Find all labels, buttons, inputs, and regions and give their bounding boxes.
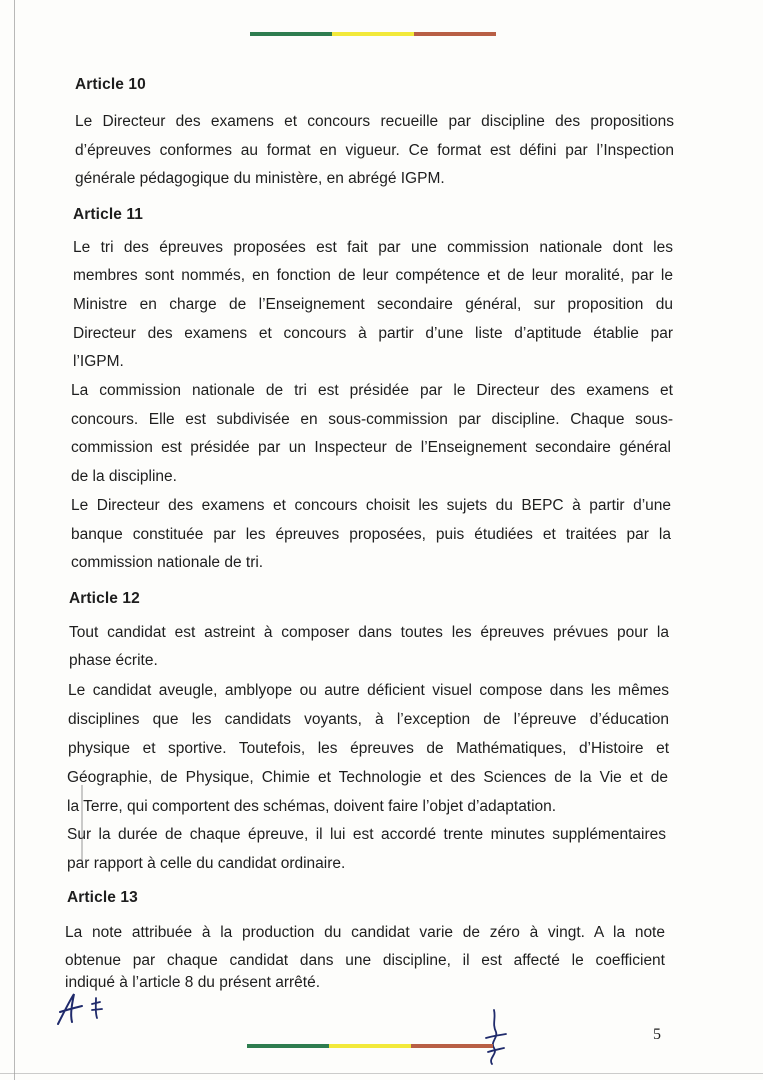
article-11-line: banque constituée par les épreuves proposées, puis étudiées et traitées par la [71, 526, 671, 543]
article-12-line: Le candidat aveugle, amblyope ou autre déficient visuel compose dans les mêmes [68, 682, 669, 699]
article-11-line: Le Directeur des examens et concours choisit les sujets du BEPC à partir d’une [71, 497, 671, 514]
article-12-line: physique et sportive. Toutefois, les épreuves de Mathématiques, d’Histoire et [68, 740, 669, 757]
article-11-line: Ministre en charge de l’Enseignement secondaire général, sur proposition du [73, 296, 673, 313]
article-12-heading: Article 12 [69, 590, 140, 607]
article-11-line: de la discipline. [71, 468, 177, 485]
flag-stripe-red [411, 1044, 493, 1048]
article-11-line: Le tri des épreuves proposées est fait par une commission nationale dont les [73, 239, 673, 256]
article-13-line: indiqué à l’article 8 du présent arrêté. [65, 974, 321, 991]
article-10-heading: Article 10 [75, 76, 146, 93]
article-10-line: d’épreuves conformes au format en vigueur. Ce format est défini par l’Inspection [75, 142, 674, 159]
article-13-line: obtenue par chaque candidat dans une discipline, il est affecté le coefficient [65, 952, 665, 969]
article-11-line: concours. Elle est subdivisée en sous-commission par discipline. Chaque sous- [71, 411, 673, 428]
article-12-line: Tout candidat est astreint à composer dans toutes les épreuves prévues pour la [69, 624, 669, 641]
article-12-line: disciplines que les candidats voyants, à l’exception de l’épreuve d’éducation [68, 711, 669, 728]
article-11-line: l’IGPM. [73, 353, 124, 370]
article-12-line: par rapport à celle du candidat ordinaire. [67, 855, 346, 872]
article-11-line: commission nationale de tri. [71, 554, 264, 571]
article-10-line: générale pédagogique du ministère, en abrégé IGPM. [75, 170, 445, 187]
article-11-line: commission est présidée par un Inspecteur de l’Enseignement secondaire général [71, 439, 671, 456]
margin-mark [78, 785, 86, 867]
article-12-line: la Terre, qui comportent des schémas, doivent faire l’objet d’adaptation. [67, 798, 557, 815]
flag-stripe-bottom [247, 1044, 493, 1048]
handwritten-signature [480, 1008, 510, 1066]
article-11-heading: Article 11 [73, 206, 143, 223]
article-13-line: La note attribuée à la production du candidat varie de zéro à vingt. A la note [65, 924, 665, 941]
flag-stripe-green [247, 1044, 329, 1048]
article-11-line: La commission nationale de tri est présidée par le Directeur des examens et [71, 382, 673, 399]
handwritten-initials [52, 990, 112, 1030]
article-11-line: Directeur des examens et concours à partir d’une liste d’aptitude établie par [73, 325, 673, 342]
article-12-line: Sur la durée de chaque épreuve, il lui est accordé trente minutes supplémentaires [67, 826, 666, 843]
article-10-line: Le Directeur des examens et concours recueille par discipline des propositions [75, 113, 674, 130]
article-13-heading: Article 13 [67, 889, 138, 906]
article-12-line: phase écrite. [69, 652, 158, 669]
article-12-line: Géographie, de Physique, Chimie et Technologie et des Sciences de la Vie et de [67, 769, 668, 786]
article-11-line: membres sont nommés, en fonction de leur compétence et de leur moralité, par le [73, 267, 673, 284]
page-number: 5 [653, 1026, 661, 1043]
flag-stripe-yellow [329, 1044, 411, 1048]
